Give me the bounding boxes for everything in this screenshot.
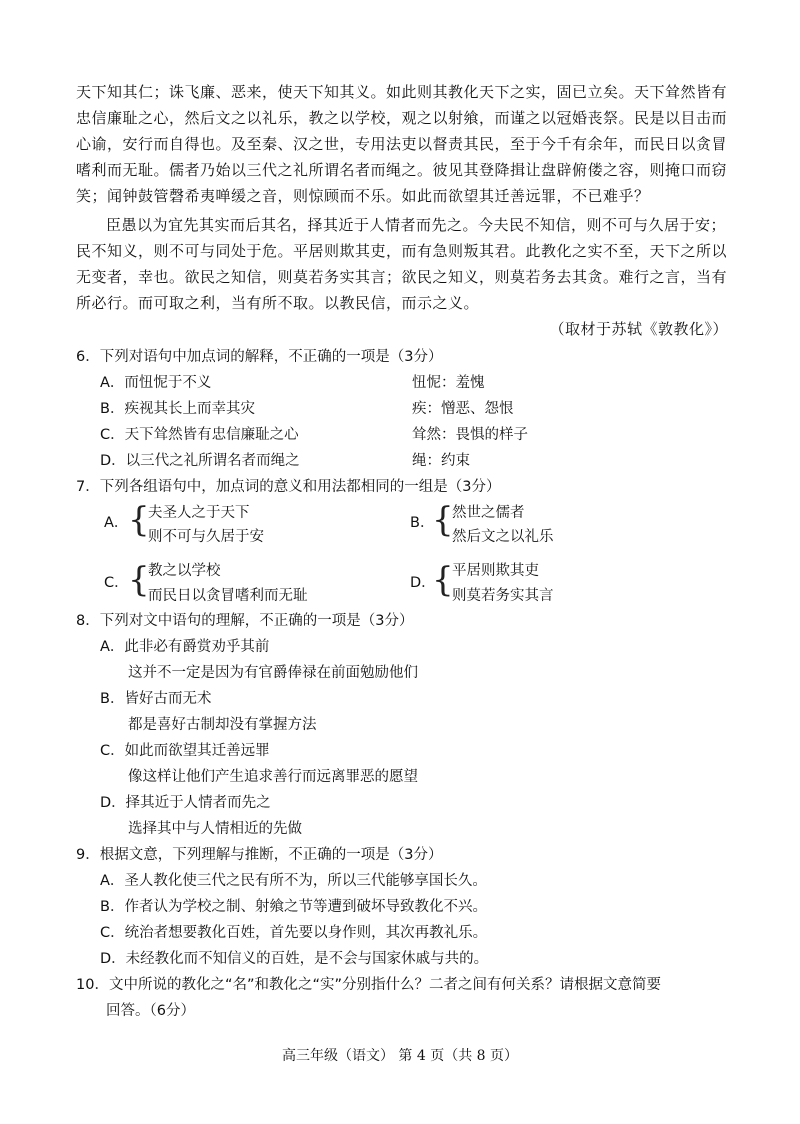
brace-icon: { (128, 560, 150, 600)
passage-line: 心谕，安行而自得也。及至秦、汉之世，专用法吏以督责其民，至于今千有余年，而民日以贪冒 (76, 135, 728, 153)
q7-option-d-line2: 则莫若务实其言 (452, 588, 554, 604)
page-footer: 高三年级（语文） 第 4 页（共 8 页） (281, 1048, 519, 1064)
passage-line: 民不知义，则不可与同处于危。平居则欺其吏，而有急则叛其君。此教化之实不至，天下之所以 (76, 242, 728, 260)
question-10-stem: 10．文中所说的教化之“名”和教化之“实”分别指什么？二者之间有何关系？请根据文意简要 (76, 977, 661, 993)
q9-option-c: C．统治者想要教化百姓，首先要以身作则，其次再教礼乐。 (100, 925, 488, 941)
q9-option-b: B．作者认为学校之制、射飨之节等遭到破坏导致教化不兴。 (100, 899, 487, 915)
q8-option-c: C．如此而欲望其迁善远罪 (100, 743, 270, 759)
q7-option-b-line2: 然后文之以礼乐 (452, 529, 554, 545)
brace-icon: { (432, 560, 454, 600)
q7-option-a-letter: A． (104, 515, 129, 531)
passage-line: 臣愚以为宜先其实而后其名，择其近于人情者而先之。今夫民不知信，则不可与久居于安； (106, 216, 727, 234)
q8-expl-c: 像这样让他们产生追求善行而远离罪恶的愿望 (128, 769, 418, 785)
passage-line: 嗜利而无耻。儒者乃始以三代之礼所谓名者而绳之。彼见其登降揖让盘辟俯偻之容，则掩口而窃 (76, 161, 728, 179)
q8-option-b: B．皆好古而无术 (100, 691, 212, 707)
q8-expl-a: 这并不一定是因为有官爵俸禄在前面勉励他们 (128, 665, 418, 681)
passage-line: 忠信廉耻之心，然后文之以礼乐，教之以学校，观之以射飨，而谨之以冠婚丧祭。民是以目击而 (76, 109, 728, 127)
q7-option-a-line1: 夫圣人之于天下 (148, 505, 250, 521)
passage-line: 笑；闻钟鼓管磬希夷啴缓之音，则惊顾而不乐。如此而欲望其迁善远罪，不已难乎？ (76, 187, 650, 205)
q7-option-d-letter: D． (410, 575, 436, 591)
q9-option-a: A．圣人教化使三代之民有所不为，所以三代能够享国长久。 (100, 873, 487, 889)
q6-option-a: A．而忸怩于不义 (100, 375, 212, 391)
q6-gloss-d: 绳：约束 (412, 453, 470, 469)
q7-option-c-line1: 教之以学校 (148, 563, 221, 579)
q6-gloss-c: 耸然：畏惧的样子 (412, 427, 528, 443)
q7-option-c-line2: 而民日以贪冒嗜利而无耻 (148, 588, 308, 604)
q6-gloss-a: 忸怩：羞愧 (412, 375, 485, 391)
question-6-stem: 6．下列对语句中加点词的解释，不正确的一项是（3分） (76, 349, 443, 365)
brace-icon: { (128, 500, 150, 540)
q8-option-a: A．此非必有爵赏劝乎其前 (100, 639, 270, 655)
q7-option-c-letter: C． (104, 575, 129, 591)
q6-option-b: B．疾视其长上而幸其灾 (100, 401, 255, 417)
q8-expl-d: 选择其中与人情相近的先做 (128, 821, 302, 837)
question-7-stem: 7．下列各组语句中，加点词的意义和用法都相同的一组是（3分） (76, 479, 501, 495)
brace-icon: { (432, 500, 454, 540)
q7-option-b-letter: B． (410, 515, 435, 531)
passage-line: 所必行。而可取之利，当有所不取。以教民信，而示之义。 (76, 294, 480, 312)
q7-option-b-line1: 然世之儒者 (452, 505, 525, 521)
passage-source: （取材于苏轼《敦教化》） (549, 320, 728, 338)
question-8-stem: 8．下列对文中语句的理解，不正确的一项是（3分） (76, 613, 414, 629)
q7-option-d-line1: 平居则欺其吏 (452, 563, 539, 579)
q8-option-d: D．择其近于人情者而先之 (100, 795, 271, 811)
question-9-stem: 9．根据文意，下列理解与推断，不正确的一项是（3分） (76, 847, 443, 863)
q7-option-a-line2: 则不可与久居于安 (148, 529, 264, 545)
q6-option-d: D．以三代之礼所谓名者而绳之 (100, 453, 300, 469)
q6-gloss-b: 疾：憎恶、怨恨 (412, 401, 514, 417)
q9-option-d: D．未经教化而不知信义的百姓，是不会与国家休戚与共的。 (100, 951, 489, 967)
passage-line: 天下知其仁；诛飞廉、恶来，使天下知其义。如此则其教化天下之实，固已立矣。天下耸然皆有 (76, 83, 728, 101)
question-10-stem-cont: 回答。（6分） (106, 1003, 195, 1019)
q6-option-c: C．天下耸然皆有忠信廉耻之心 (100, 427, 299, 443)
passage-line: 无变者，幸也。欲民之知信，则莫若务实其言；欲民之知义，则莫若务去其贪。难行之言，当有 (76, 268, 728, 286)
q8-expl-b: 都是喜好古制却没有掌握方法 (128, 717, 317, 733)
